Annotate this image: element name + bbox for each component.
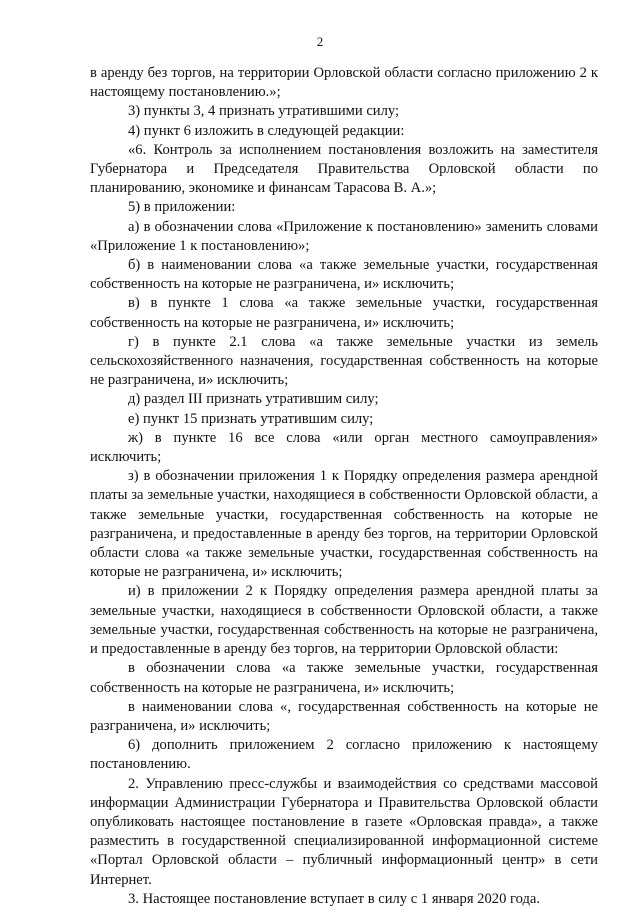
paragraph: з) в обозначении приложения 1 к Порядку определения размера арендной платы за земельные участки, находящиеся в собственности Орловской области, а также земельные участки, государственная собственность на которые не разграничена, и предоставленные в аренду без торгов, на территории Орловской области слова «а также земельные участки, государственная собственность на которые не разграничена, и» исключить;	[90, 468, 598, 581]
paragraph: д) раздел III признать утратившим силу;	[128, 391, 379, 408]
paragraph: б) в наименовании слова «а также земельные участки, государственная собственность на которые не разграничена, и» исключить;	[90, 257, 598, 293]
paragraph: 5) в приложении:	[128, 199, 236, 216]
paragraph: в) в пункте 1 слова «а также земельные участки, государственная собственность на которые не разграничена, и» исключить;	[90, 295, 598, 331]
paragraph: в аренду без торгов, на территории Орловской области согласно приложению 2 к настоящему постановлению.»;	[90, 65, 598, 101]
paragraph: 4) пункт 6 изложить в следующей редакции:	[128, 122, 405, 139]
paragraph: в наименовании слова «, государственная собственность на которые не разграничена, и» исключить;	[90, 698, 598, 734]
paragraph: «6. Контроль за исполнением постановления возложить на заместителя Губернатора и Председателя Правительства Орловской области по планированию, экономике и финансам Тарасова В. А.»;	[90, 141, 598, 197]
paragraph: 6) дополнить приложением 2 согласно приложению к настоящему постановлению.	[90, 737, 598, 773]
paragraph: а) в обозначении слова «Приложение к постановлению» заменить словами «Приложение 1 к постановлению»;	[90, 218, 598, 254]
document-body	[90, 64, 598, 909]
paragraph: е) пункт 15 признать утратившим силу;	[128, 410, 374, 427]
paragraph: и) в приложении 2 к Порядку определения размера арендной платы за земельные участки, находящиеся в собственности Орловской области, а также земельные участки, государственная собственность на которые не разграничена, и предоставленные в аренду без торгов, на территории Орловской области:	[90, 583, 598, 658]
paragraph: ж) в пункте 16 все слова «или орган местного самоуправления» исключить;	[90, 429, 598, 466]
paragraph: 3. Настоящее постановление вступает в силу с 1 января 2020 года.	[128, 890, 541, 907]
paragraph: г) в пункте 2.1 слова «а также земельные участки из земель сельскохозяйственного назначения, государственная собственность на которые не разграничена, и» исключить;	[90, 333, 598, 389]
paragraph: в обозначении слова «а также земельные участки, государственная собственность на которые не разграничена, и» исключить;	[90, 660, 598, 696]
page-number: 2	[316, 34, 324, 49]
paragraph: 2. Управлению пресс-службы и взаимодействия со средствами массовой информации Администрации Губернатора и Правительства Орловской области опубликовать настоящее постановление в газете «Орловская правда», а также разместить в государственной специализированной информационной системе «Портал Орловской области – публичный информационный центр» в сети Интернет.	[90, 775, 598, 888]
paragraph: 3) пункты 3, 4 признать утратившими силу;	[128, 103, 400, 120]
